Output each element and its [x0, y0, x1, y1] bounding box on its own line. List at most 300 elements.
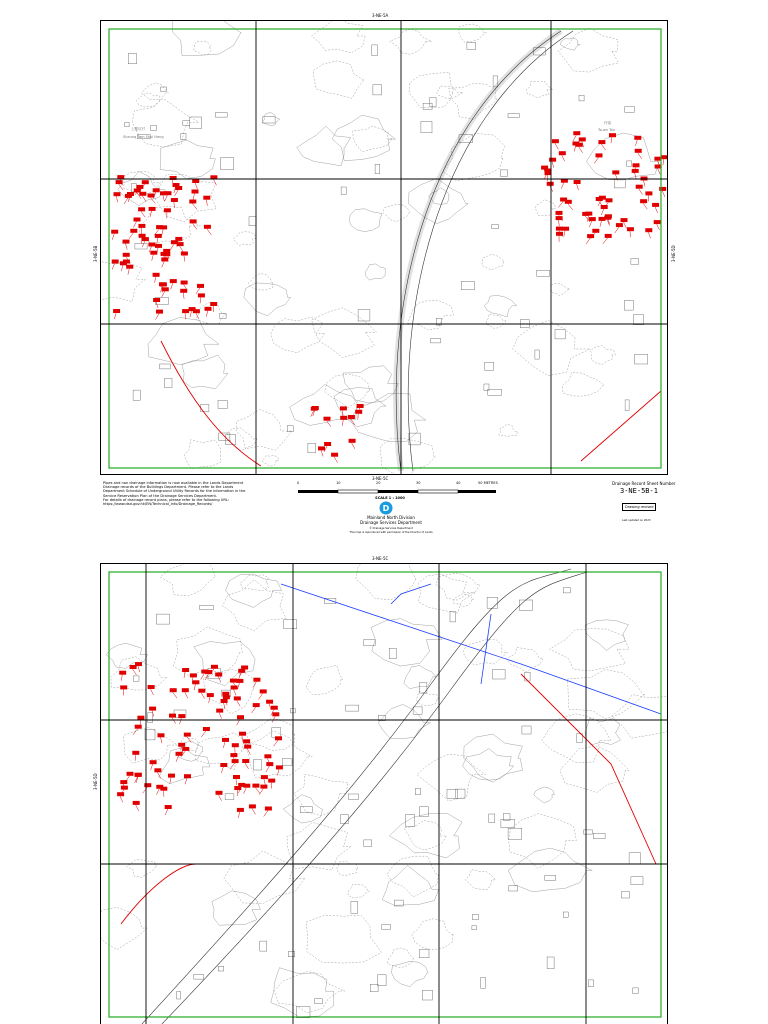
drainage-record-tag — [197, 284, 204, 288]
drainage-record-tag — [541, 166, 548, 170]
contour-line — [590, 346, 615, 365]
building-outline — [624, 300, 633, 310]
contour-line — [101, 907, 147, 949]
drainage-record-tag — [210, 302, 217, 306]
drainage-record-tag — [161, 252, 168, 256]
drainage-record-tag — [135, 773, 142, 777]
drainage-pipe — [151, 689, 154, 695]
drainage-record-tag — [142, 237, 149, 241]
contour-line — [127, 860, 157, 878]
drainage-record-tag — [184, 774, 191, 778]
drainage-record-tag — [634, 136, 641, 140]
building-outline — [633, 988, 639, 994]
drainage-pipe — [655, 207, 658, 213]
drainage-pipe — [573, 135, 576, 141]
drainage-record-tag — [198, 293, 205, 297]
building-outline — [370, 984, 378, 992]
drainage-record-tag — [138, 207, 145, 211]
drainage-pipe — [120, 796, 123, 802]
drainage-record-tag — [260, 689, 267, 693]
drainage-record-tag — [119, 671, 126, 675]
drainage-pipe — [611, 137, 612, 143]
building-outline — [183, 121, 190, 126]
building-outline — [522, 726, 531, 734]
drainage-pipe — [264, 811, 268, 817]
drainage-record-tag — [123, 260, 130, 264]
drainage-record-tag — [215, 673, 222, 677]
drainage-record-tag — [234, 696, 241, 700]
contour-line — [136, 93, 160, 107]
drainage-record-tag — [148, 243, 155, 247]
drainage-record-tag — [243, 739, 250, 743]
drainage-record-tag — [641, 177, 648, 181]
revision-stamp: Drawing revised — [622, 503, 656, 511]
drainage-record-tag — [324, 417, 331, 421]
building-outline — [430, 98, 437, 107]
drainage-pipe — [663, 159, 664, 165]
drainage-record-tag — [556, 232, 563, 236]
drainage-record-tag — [164, 208, 171, 212]
drainage-pipe — [247, 749, 250, 755]
building-outline — [487, 597, 497, 608]
contour-line — [287, 822, 351, 870]
drainage-record-tag — [117, 792, 124, 796]
drainage-record-tag — [609, 133, 616, 137]
building-outline — [450, 611, 455, 622]
contour-line — [389, 813, 462, 858]
building-outline — [190, 117, 202, 129]
drainage-record-tag — [123, 240, 130, 244]
place-label-english-2: Tsuen Tau — [598, 128, 616, 132]
building-outline — [461, 281, 474, 289]
drainage-record-tag — [268, 779, 275, 783]
drainage-record-tag — [241, 666, 248, 670]
building-outline — [165, 378, 173, 387]
drainage-record-tag — [120, 685, 127, 689]
building-outline — [405, 815, 414, 827]
contour-line — [436, 86, 454, 99]
drainage-record-tag — [204, 225, 211, 229]
drainage-record-tag — [547, 182, 554, 186]
building-outline — [382, 925, 391, 930]
contour-line — [551, 283, 570, 296]
contour-line — [382, 865, 439, 905]
drainage-record-tag — [135, 725, 142, 729]
drainage-record-tag — [205, 670, 212, 674]
drainage-pipe — [564, 231, 565, 237]
drainage-pipe — [156, 302, 158, 308]
drainage-record-tag — [260, 785, 267, 789]
drainage-pipe — [586, 238, 590, 244]
drainage-record-tag — [587, 234, 594, 238]
building-outline — [177, 992, 181, 999]
drainage-record-tag — [198, 689, 205, 693]
drainage-pipe — [176, 756, 179, 762]
contour-line — [459, 24, 487, 42]
drainage-record-tag — [661, 155, 668, 159]
drainage-pipe — [219, 713, 221, 719]
drainage-record-tag — [596, 197, 603, 201]
contour-line — [560, 746, 629, 793]
drainage-pipe — [266, 766, 269, 772]
drainage-record-tag — [134, 218, 141, 222]
drainage-pipe — [201, 693, 204, 699]
building-outline — [133, 390, 140, 400]
contour-line — [365, 264, 385, 280]
drainage-record-tag — [234, 786, 241, 790]
drainage-record-tag — [340, 416, 347, 420]
drainage-record-tag — [123, 253, 130, 257]
drainage-pipe — [562, 155, 565, 161]
building-outline — [467, 42, 476, 49]
drainage-pipe — [192, 204, 197, 210]
drainage-record-tag — [170, 279, 177, 283]
drainage-record-tag — [355, 410, 362, 414]
drainage-record-tag — [150, 251, 157, 255]
drainage-record-tag — [596, 153, 603, 157]
contour-line — [246, 718, 295, 751]
building-outline — [218, 966, 224, 971]
building-outline — [135, 243, 147, 249]
scale-tick-4: 40 — [456, 481, 461, 485]
map-frame — [109, 572, 661, 1017]
contour-line — [542, 714, 611, 763]
contour-line — [485, 296, 517, 317]
drainage-record-tag — [153, 188, 160, 192]
drainage-record-tag — [189, 307, 196, 311]
drainage-record-tag — [149, 207, 156, 211]
building-outline — [200, 605, 214, 609]
building-outline — [260, 941, 267, 951]
drainage-record-tag — [239, 732, 246, 736]
drainage-pipe — [601, 209, 603, 215]
drainage-record-tag — [171, 198, 178, 202]
contour-line — [417, 754, 486, 801]
drainage-pipe — [152, 711, 154, 717]
drainage-pipe — [180, 246, 184, 252]
drainage-record-tag — [231, 686, 238, 690]
drainage-record-tag — [253, 703, 260, 707]
building-outline — [508, 114, 519, 118]
drainage-record-tag — [205, 307, 212, 311]
scale-tick-3: 30 — [416, 481, 421, 485]
drainage-record-tag — [156, 225, 163, 229]
drainage-pipe — [114, 313, 116, 319]
drainage-pipe — [141, 211, 145, 217]
drainage-record-tag — [340, 406, 347, 410]
contour-line — [325, 374, 370, 408]
drainage-pipe — [133, 669, 137, 675]
drainage-pipe — [223, 742, 225, 748]
contour-line — [585, 718, 620, 745]
building-outline — [389, 648, 396, 658]
sewer-branch — [391, 584, 431, 604]
drainage-pipe — [172, 718, 176, 724]
contour-line — [244, 283, 291, 316]
drainage-record-tag — [556, 216, 563, 220]
building-outline — [415, 788, 420, 795]
drainage-record-tag — [126, 265, 133, 269]
drainage-pipe — [635, 140, 637, 146]
drainage-pipe — [170, 778, 171, 784]
contour-line — [404, 821, 446, 850]
grid-ref-top-bottom-sheet: 3-NE-5C — [372, 556, 389, 561]
contour-line — [348, 884, 369, 898]
building-outline — [296, 1007, 310, 1018]
drainage-pipe — [658, 169, 661, 175]
drainage-record-tag — [253, 678, 260, 682]
building-outline — [625, 400, 629, 411]
building-outline — [563, 912, 568, 917]
drainage-pipe — [603, 238, 608, 244]
drainage-record-tag — [116, 180, 123, 184]
drainage-pipe — [195, 183, 197, 189]
drainage-record-tag — [324, 442, 331, 446]
drainage-pipe — [552, 162, 554, 168]
drainage-pipe — [638, 153, 642, 159]
building-outline — [563, 588, 570, 593]
drainage-pipe — [577, 184, 579, 190]
building-outline — [488, 389, 502, 395]
drainage-pipe — [245, 763, 248, 769]
drainage-pipe — [184, 256, 185, 262]
building-outline — [226, 435, 236, 445]
drainage-record-tag — [616, 223, 623, 227]
contour-line — [172, 21, 241, 56]
drainage-pipe — [126, 244, 128, 250]
drainage-record-tag — [170, 688, 177, 692]
drainage-pipe — [165, 195, 168, 201]
building-outline — [584, 830, 593, 834]
building-outline — [525, 672, 530, 681]
building-outline — [272, 728, 281, 738]
drainage-pipe — [579, 147, 583, 153]
building-outline — [500, 170, 507, 176]
contour-line — [313, 61, 364, 98]
drainage-pipe — [183, 293, 184, 299]
drainage-record-tag — [627, 227, 634, 231]
contour-line — [223, 580, 287, 631]
drainage-record-tag — [556, 227, 563, 231]
drainage-pipe — [175, 190, 179, 196]
drainage-record-tag — [192, 190, 199, 194]
drainage-record-tag — [190, 219, 197, 223]
building-outline — [378, 975, 387, 986]
building-outline — [419, 950, 429, 958]
drainage-pipe — [163, 791, 164, 797]
building-outline — [413, 707, 422, 714]
building-outline — [629, 853, 640, 864]
building-outline — [125, 122, 129, 126]
contour-line — [465, 870, 495, 890]
drainage-pipe — [155, 277, 156, 283]
place-label-chinese: 上羅坑村 — [131, 127, 145, 131]
copyright-line-1: © Drainage Services Department — [369, 527, 413, 530]
building-outline — [284, 620, 297, 629]
drainage-record-tag — [181, 252, 188, 256]
contour-line — [487, 314, 506, 329]
drainage-notes: Pipes and non drainage information is now available in the Lands Department Drainage records of the Buildings Department. Please refer to the Lands Department Schedule of Underground Utility Records for the information in the Service Reservation Plan of the Drainage Services Department. For details of drainage record plans, please refer to the following URL: https://www.dsd.gov.hk/EN/Technical_Info/Drainage_Records/ — [103, 481, 246, 507]
drainage-record-tag — [249, 804, 256, 808]
map-frame — [109, 29, 661, 468]
drainage-record-tag — [130, 229, 137, 233]
contour-line — [585, 620, 628, 651]
drainage-record-tag — [252, 784, 259, 788]
drainage-record-tag — [573, 131, 580, 135]
drainage-record-tag — [230, 679, 237, 683]
contour-line — [558, 28, 618, 72]
drainage-record-tag — [265, 807, 272, 811]
drainage-pipe — [662, 191, 665, 197]
grid-ref-top: 3-NE-5A — [372, 13, 389, 18]
drainage-record-tag — [261, 775, 268, 779]
drainage-record-tag — [192, 179, 199, 183]
drainage-record-tag — [633, 163, 640, 167]
map-sheet-bottom — [100, 563, 668, 1024]
drainage-record-tag — [158, 733, 165, 737]
contour-line — [306, 665, 343, 694]
drainage-record-tag — [589, 217, 596, 221]
drainage-pipe — [575, 146, 576, 152]
road-edge — [141, 569, 571, 1024]
drainage-pipe — [213, 179, 216, 185]
drainage-record-tag — [236, 679, 243, 683]
drainage-main — [521, 674, 656, 864]
contour-line — [392, 961, 429, 986]
drainage-record-tag — [144, 783, 151, 787]
drainage-pipe — [601, 144, 605, 150]
drainage-record-tag — [182, 309, 189, 313]
drainage-pipe — [151, 764, 153, 770]
drainage-pipe — [207, 311, 208, 317]
drainage-pipe — [142, 241, 145, 247]
building-outline — [537, 270, 550, 276]
drainage-pipe — [112, 264, 115, 270]
drainage-record-tag — [113, 309, 120, 313]
drainage-pipe — [594, 157, 598, 163]
drainage-pipe — [190, 311, 192, 317]
drainage-record-tag — [168, 774, 175, 778]
dsd-logo — [379, 501, 393, 515]
drainage-record-tag — [585, 212, 592, 216]
drainage-pipe — [163, 195, 164, 201]
drainage-record-tag — [222, 692, 229, 696]
building-outline — [489, 814, 495, 823]
drainage-pipe — [196, 288, 200, 294]
scale-tick-1: 10 — [336, 481, 341, 485]
contour-line — [560, 38, 580, 50]
map-sheet-top — [100, 20, 668, 475]
drainage-pipe — [630, 231, 631, 237]
contour-line — [332, 115, 395, 161]
drainage-record-tag — [562, 227, 569, 231]
drainage-record-tag — [127, 192, 134, 196]
drainage-pipe — [156, 789, 159, 795]
building-outline — [346, 705, 359, 711]
drainage-record-tag — [640, 199, 647, 203]
drainage-record-tag — [276, 765, 283, 769]
contour-line — [337, 861, 358, 875]
building-outline — [631, 877, 643, 885]
building-outline — [509, 886, 518, 891]
building-outline — [151, 125, 157, 130]
building-outline — [249, 217, 256, 226]
drainage-record-tag — [592, 229, 599, 233]
contour-line — [226, 574, 282, 607]
building-outline — [373, 85, 382, 95]
drainage-pipe — [657, 224, 660, 230]
sheet-number-label: Drainage Record Sheet Number — [612, 481, 676, 486]
building-outline — [472, 915, 478, 920]
drainage-pipe — [143, 787, 148, 793]
drainage-pipe — [561, 183, 564, 189]
building-outline — [315, 999, 323, 1004]
drainage-record-tag — [606, 198, 613, 202]
sheet-number: 3-NE-5B-1 — [620, 487, 658, 495]
drainage-record-tag — [136, 185, 143, 189]
drainage-pipe — [334, 457, 338, 463]
drainage-record-tag — [180, 289, 187, 293]
building-outline — [181, 134, 186, 140]
building-outline — [282, 759, 292, 766]
drainage-pipe — [648, 232, 650, 238]
drainage-record-tag — [275, 736, 282, 740]
grid-ref-bottom: 3-NE-5C — [372, 476, 389, 481]
building-outline — [128, 54, 136, 64]
drainage-pipe — [121, 265, 123, 271]
drainage-record-tag — [659, 187, 666, 191]
drainage-record-tag — [189, 200, 196, 204]
drainage-pipe — [138, 666, 140, 672]
building-outline — [519, 600, 532, 610]
contour-line — [356, 564, 416, 600]
drainage-record-tag — [169, 714, 176, 718]
drainage-record-tag — [565, 200, 572, 204]
drainage-pipe — [129, 233, 133, 239]
contour-line — [612, 695, 668, 739]
drainage-record-tag — [112, 260, 119, 264]
drainage-record-tag — [160, 191, 167, 195]
drainage-record-tag — [645, 228, 652, 232]
drainage-record-tag — [222, 738, 229, 742]
drainage-record-tag — [331, 453, 338, 457]
drainage-pipe — [162, 261, 165, 267]
drainage-record-tag — [599, 217, 606, 221]
drainage-record-tag — [182, 747, 189, 751]
drainage-record-tag — [573, 142, 580, 146]
building-outline — [492, 224, 499, 228]
copyright-line-2: This map is reproduced with permission of the Director of Lands — [349, 531, 433, 534]
drainage-pipe — [201, 731, 206, 737]
drainage-pipe — [161, 286, 162, 292]
drainage-record-tag — [632, 169, 639, 173]
building-outline — [588, 980, 593, 987]
drainage-pipe — [133, 222, 136, 228]
drainage-pipe — [193, 194, 195, 200]
drainage-record-tag — [635, 149, 642, 153]
drainage-record-tag — [242, 759, 249, 763]
drainage-pipe — [117, 196, 118, 202]
building-outline — [431, 338, 441, 343]
drainage-pipe — [568, 204, 573, 210]
contour-line — [534, 787, 555, 803]
drainage-pipe — [136, 805, 139, 811]
drainage-pipe — [128, 269, 129, 275]
contour-line — [416, 692, 438, 706]
drainage-main — [121, 864, 196, 924]
drainage-pipe — [121, 675, 122, 681]
drainage-record-tag — [654, 157, 661, 161]
